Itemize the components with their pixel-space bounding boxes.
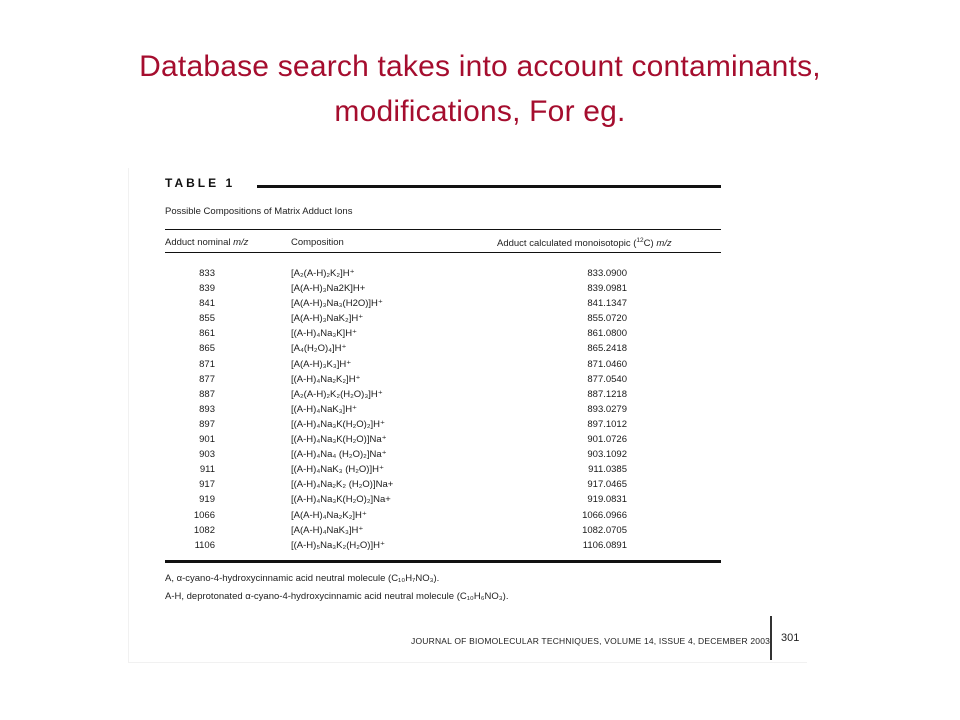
table-row	[165, 402, 721, 417]
cell-composition: [(A-H)₄Na₃K]H⁺	[291, 328, 358, 340]
cell-monoisotopic-mz: 893.0279	[587, 403, 627, 415]
table-row	[165, 432, 721, 447]
cell-nominal-mz: 865	[199, 343, 215, 355]
cell-nominal-mz: 877	[199, 373, 215, 385]
cell-monoisotopic-mz: 877.0540	[587, 373, 627, 385]
cell-composition: [A(A-H)₄NaK₃]H⁺	[291, 524, 364, 536]
cell-nominal-mz: 841	[199, 298, 215, 310]
cell-monoisotopic-mz: 841.1347	[587, 298, 627, 310]
cell-monoisotopic-mz: 833.0900	[587, 268, 627, 279]
table-bottom-rule	[165, 560, 721, 563]
table-row	[165, 447, 721, 462]
cell-nominal-mz: 919	[199, 494, 215, 506]
cell-monoisotopic-mz: 1066.0966	[582, 509, 627, 521]
cell-composition: [(A-H)₄Na₃K(H₂O)₂]H⁺	[291, 418, 386, 430]
cell-monoisotopic-mz: 865.2418	[587, 343, 627, 355]
cell-nominal-mz: 871	[199, 358, 215, 370]
cell-composition: [(A-H)₄Na₂K₂]H⁺	[291, 373, 361, 385]
footer-divider	[770, 616, 772, 660]
cell-composition: [(A-H)₄Na₃K(H₂O)]Na⁺	[291, 434, 387, 446]
cell-composition: [A₂(A-H)₂K₂(H₂O)₃]H⁺	[291, 388, 383, 400]
journal-table-scan	[128, 168, 807, 663]
cell-composition: [A(A-H)₄Na₂K₂]H⁺	[291, 509, 367, 521]
table-row	[165, 372, 721, 387]
cell-monoisotopic-mz: 1082.0705	[582, 524, 627, 536]
table-row	[165, 477, 721, 492]
table-heading-rule	[257, 185, 721, 188]
cell-monoisotopic-mz: 887.1218	[587, 388, 627, 400]
cell-composition: [(A-H)₅Na₃K₂(H₂O)]H⁺	[291, 539, 385, 551]
cell-composition: [(A-H)₄Na₃K(H₂O)₂]Na+	[291, 494, 391, 506]
cell-nominal-mz: 839	[199, 283, 215, 295]
journal-footer: JOURNAL OF BIOMOLECULAR TECHNIQUES, VOLUME 14, ISSUE 4, DECEMBER 2003	[411, 636, 771, 646]
table-caption: Possible Compositions of Matrix Adduct Ions	[165, 206, 353, 217]
slide-title-line-1: Database search takes into account contaminants,	[139, 50, 821, 83]
table-row	[165, 523, 721, 538]
cell-composition: [A(A-H)₃Na₃(H2O)]H⁺	[291, 298, 383, 310]
cell-composition: [(A-H)₄Na₂K₂ (H₂O)]Na+	[291, 479, 394, 491]
table-row	[165, 538, 721, 553]
table-row	[165, 281, 721, 296]
cell-monoisotopic-mz: 903.1092	[587, 449, 627, 461]
cell-nominal-mz: 911	[199, 464, 215, 476]
table-row	[165, 387, 721, 402]
cell-nominal-mz: 1082	[193, 524, 215, 536]
cell-monoisotopic-mz: 917.0465	[587, 479, 627, 491]
cell-monoisotopic-mz: 919.0831	[587, 494, 627, 506]
table-row	[165, 296, 721, 311]
column-header-monoisotopic-mz: Adduct calculated monoisotopic ($^{12}$C) m/z	[497, 237, 672, 250]
table-label: TABLE 1	[165, 176, 236, 190]
table-row	[165, 462, 721, 477]
column-header-composition: Composition	[291, 237, 344, 248]
slide-title	[20, 44, 940, 134]
cell-monoisotopic-mz: 861.0800	[587, 328, 627, 340]
cell-composition: [(A-H)₄NaK₃]H⁺	[291, 403, 358, 415]
slide-title-line-2: modifications, For eg.	[334, 95, 626, 128]
table-row	[165, 417, 721, 432]
cell-monoisotopic-mz: 901.0726	[587, 434, 627, 446]
cell-composition: [A₂(A-H)₂K₂]H⁺	[291, 268, 355, 279]
table-row	[165, 311, 721, 326]
cell-composition: [A(A-H)₃Na2K]H+	[291, 283, 366, 295]
cell-nominal-mz: 861	[199, 328, 215, 340]
table-row	[165, 326, 721, 341]
cell-monoisotopic-mz: 897.1012	[587, 418, 627, 430]
table-footnote-a-h: A-H, deprotonated α-cyano-4-hydroxycinnamic acid neutral molecule (C₁₀H₆NO₃).	[165, 591, 509, 602]
cell-nominal-mz: 893	[199, 403, 215, 415]
cell-monoisotopic-mz: 855.0720	[587, 313, 627, 325]
cell-monoisotopic-mz: 839.0981	[587, 283, 627, 295]
cell-nominal-mz: 1066	[193, 509, 215, 521]
cell-composition: [A(A-H)₃NaK₂]H⁺	[291, 313, 364, 325]
cell-composition: [A₄(H₂O)₄]H⁺	[291, 343, 347, 355]
table-row	[165, 266, 721, 281]
table-body	[165, 266, 721, 553]
cell-nominal-mz: 897	[199, 418, 215, 430]
cell-composition: [(A-H)₄NaK₃ (H₂O)]H⁺	[291, 464, 384, 476]
cell-nominal-mz: 901	[199, 434, 215, 446]
cell-composition: [A(A-H)₃K₃]H⁺	[291, 358, 352, 370]
cell-nominal-mz: 855	[199, 313, 215, 325]
cell-nominal-mz: 917	[199, 479, 215, 491]
table-row	[165, 492, 721, 507]
cell-nominal-mz: 903	[199, 449, 215, 461]
table-row	[165, 357, 721, 372]
header-bottom-rule	[165, 252, 721, 253]
cell-monoisotopic-mz: 911.0385	[588, 464, 627, 476]
table-heading	[165, 176, 721, 196]
cell-nominal-mz: 833	[199, 268, 215, 279]
cell-nominal-mz: 887	[199, 388, 215, 400]
page-number: 301	[781, 632, 800, 644]
header-top-rule	[165, 229, 721, 230]
cell-monoisotopic-mz: 1106.0891	[582, 539, 627, 551]
table-row	[165, 341, 721, 356]
column-header-nominal-mz: Adduct nominal m/z	[165, 237, 249, 248]
cell-monoisotopic-mz: 871.0460	[587, 358, 627, 370]
table-footnote-a: A, α-cyano-4-hydroxycinnamic acid neutral molecule (C₁₀H₇NO₃).	[165, 573, 440, 584]
cell-composition: [(A-H)₄Na₄ (H₂O)₂]Na⁺	[291, 449, 387, 461]
cell-nominal-mz: 1106	[194, 539, 215, 551]
table-row	[165, 508, 721, 523]
